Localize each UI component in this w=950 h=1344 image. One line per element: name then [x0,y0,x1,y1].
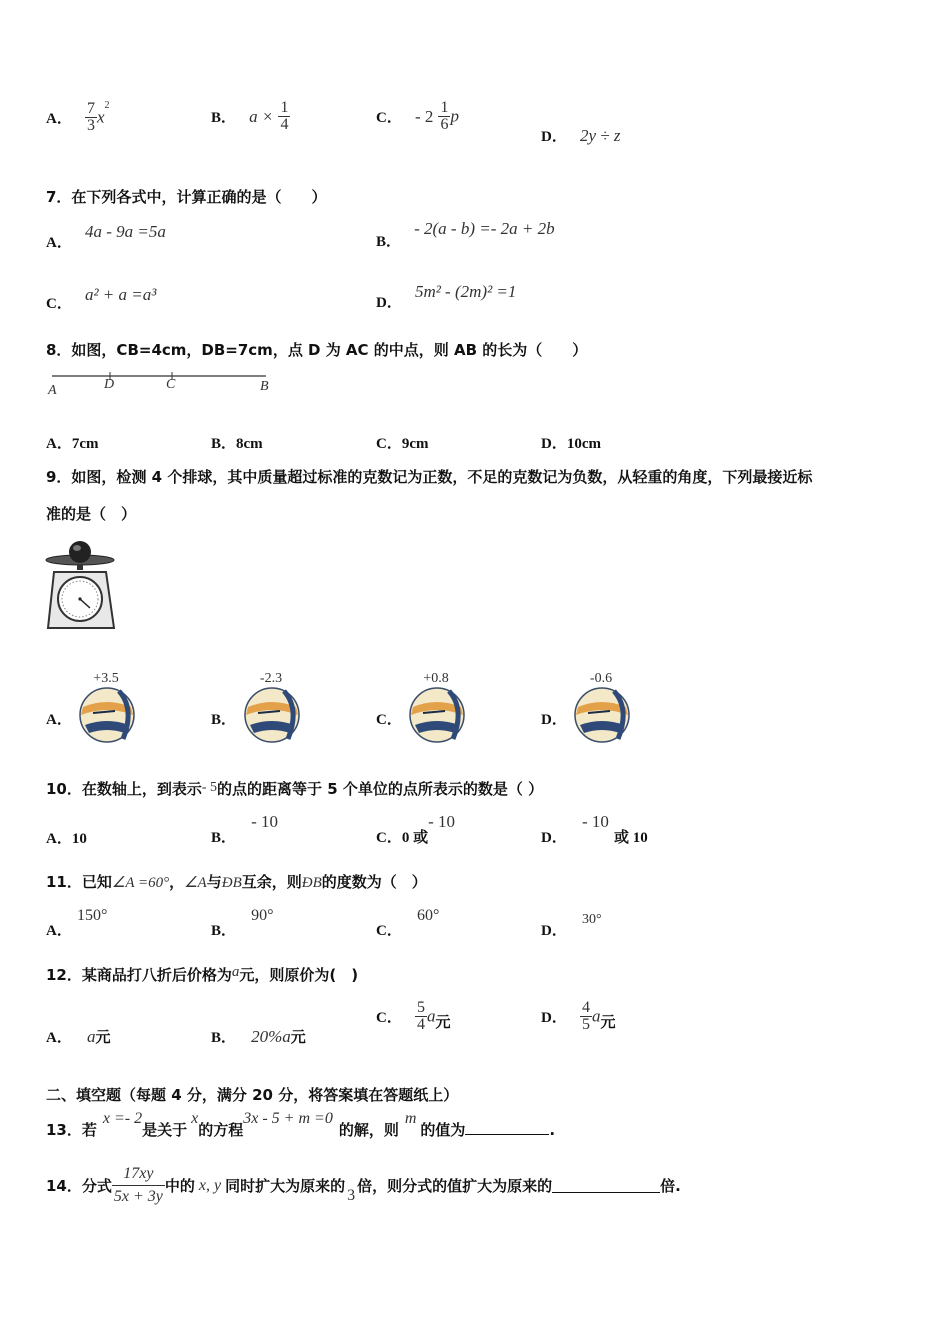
q14: 14．分式 $\frac{17xy}{5x + 3y}$ 中的 x, y 同时扩大为原来的3倍，则分式的值扩大为原来的 倍. [46,1165,681,1205]
q8-stem: 8．如图，CB=4cm，DB=7cm，点 D 为 AC 的中点，则 AB 的长为（ ） [46,341,588,359]
weight-label: -0.6 [589,671,613,686]
q12-option-a[interactable]: A． a元 [46,1027,111,1046]
q11-option-b[interactable]: B． 90° [211,907,274,939]
weight-label: +0.8 [423,671,449,686]
volleyball-icon [574,687,630,743]
q10-option-a[interactable]: A．10 [46,831,87,847]
q6-option-c[interactable]: C． - 2 $\frac{1}{6}$ p [376,99,459,133]
fraction: $\frac{5}{4}$ [416,999,425,1033]
q10-option-b[interactable]: B． - 10 [211,812,279,846]
q12-stem: 12．某商品打八折后价格为a元，则原价为( ) [46,964,359,984]
q8-option-b[interactable]: B．8cm [211,436,263,452]
fraction: $\frac{1}{6}$ [440,99,449,133]
option-label: A． [46,111,72,127]
q10-option-c[interactable]: C．0 或- 10 [376,812,456,846]
q7-option-b[interactable]: B． - 2(a - b) =- 2a + 2b [376,219,555,250]
q8-option-c[interactable]: C．9cm [376,436,429,452]
q6-option-d[interactable]: D． 2y ÷ z [541,126,621,145]
section-title: 二、填空题（每题 4 分，满分 20 分，将答案填在答题纸上） [46,1086,459,1104]
q10-option-d[interactable]: D． - 10 或 10 [541,812,648,846]
point-a-label: A [48,383,57,398]
q12-option-c[interactable]: C． $\frac{5}{4}$ a元 [376,999,451,1033]
q7-option-d[interactable]: D． 5m² - (2m)² =1 [376,282,517,311]
fraction: $\frac{17xy}{5x + 3y}$ [113,1165,163,1205]
q12-option-b[interactable]: B． 20%a元 [211,1027,306,1046]
q9-stem-line1: 9．如图，检测 4 个排球，其中质量超过标准的克数记为正数，不足的克数记为负数，从轻重的角度，下列最接近标 [46,468,813,486]
q8-option-a[interactable]: A．7cm [46,436,99,452]
q12-option-d[interactable]: D． $\frac{4}{5}$ a元 [541,999,616,1033]
q11-option-c[interactable]: C． 60° [376,907,440,939]
q7-option-a[interactable]: A． 4a - 9a =5a [46,222,166,251]
scale-icon [44,538,120,634]
option-label: D． [541,129,567,145]
volleyball-icon [409,687,465,743]
q8-option-d[interactable]: D．10cm [541,436,601,452]
q11-option-d[interactable]: D． 30° [541,912,602,939]
q11-stem: 11．已知∠A =60°，∠A与ÐB互余，则ÐB的度数为（ ） [46,873,427,891]
q13: 13．若x =- 2是关于x的方程3x - 5 + m =0的解，则m的值为 . [46,1110,556,1139]
point-d-label: D [104,377,115,392]
q9-stem-line2: 准的是（ ） [46,505,137,523]
answer-blank[interactable] [552,1178,660,1193]
q10-stem: 10．在数轴上，到表示- 5的点的距离等于 5 个单位的点所表示的数是（ ） [46,780,544,798]
option-label: C． [376,110,402,126]
option-label: B． [211,110,237,126]
fraction: $\frac{4}{5}$ [581,999,590,1033]
q7-option-c[interactable]: C． a² + a =a³ [46,285,157,312]
point-b-label: B [260,379,269,394]
point-c-label: C [166,377,176,392]
q7-stem: 7．在下列各式中，计算正确的是（ ） [46,188,327,206]
q6-option-b[interactable]: B． a × $\frac{1}{4}$ [211,99,289,133]
volleyball-icon [79,687,135,743]
segment-diagram [44,368,280,400]
volleyball-icon [244,687,300,743]
fraction: $\frac{7}{3}$ [86,100,95,134]
q6-option-a[interactable]: A． $\frac{7}{3}$ $x^2$ [46,100,110,134]
weight-label: -2.3 [259,671,283,686]
weight-label: +3.5 [93,671,119,686]
answer-blank[interactable] [465,1120,549,1135]
fraction: $\frac{1}{4}$ [280,99,289,133]
q11-option-a[interactable]: A． 150° [46,907,108,939]
